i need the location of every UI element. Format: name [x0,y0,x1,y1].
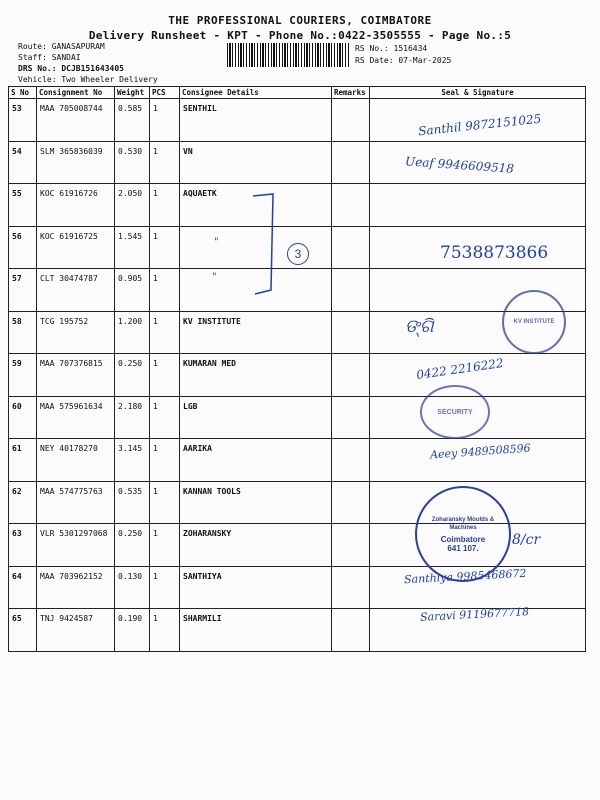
cell-consignment: MAA 703962152 [37,566,115,609]
cell-weight: 0.535 [115,481,150,524]
cell-signature [370,184,586,227]
vehicle-label: Vehicle: Two Wheeler Delivery [18,75,158,84]
cell-consignee: LGB [180,396,332,439]
company-title: THE PROFESSIONAL COURIERS, COIMBATORE [168,14,432,27]
signature-59: 0422 2216222 [415,355,505,383]
cell-remarks [332,481,370,524]
cell-weight: 1.200 [115,311,150,354]
cell-pcs: 1 [150,481,180,524]
col-header-remarks: Remarks [332,87,370,99]
cell-pcs: 1 [150,439,180,482]
cell-weight: 3.145 [115,439,150,482]
cell-sno: 59 [9,354,37,397]
cell-sno: 55 [9,184,37,227]
cell-consignee: SANTHIYA [180,566,332,609]
cell-sno: 58 [9,311,37,354]
cell-pcs: 1 [150,141,180,184]
cell-consignment: MAA 707376815 [37,354,115,397]
cell-consignment: TNJ 9424587 [37,609,115,652]
signature-61: Aeey 9489508596 [429,441,532,462]
cell-weight: 2.180 [115,396,150,439]
cell-consignee: KANNAN TOOLS [180,481,332,524]
cell-remarks [332,609,370,652]
cell-pcs: 1 [150,226,180,269]
cell-pcs: 1 [150,524,180,567]
cell-pcs: 1 [150,99,180,142]
staff-label: Staff: SANDAI [18,53,81,62]
signature-54: Ueaf 9946609518 [404,154,515,176]
cell-sno: 60 [9,396,37,439]
signature-56: 7538873866 [440,243,549,263]
cell-consignment: VLR 5301297068 [37,524,115,567]
cell-sno: 57 [9,269,37,312]
cell-remarks [332,439,370,482]
rs-number: RS No.: 1516434 [355,44,428,53]
signature-58: ଙ୍ଗି [405,316,434,337]
cell-consignment: SLM 365836039 [37,141,115,184]
cell-weight: 1.545 [115,226,150,269]
cell-remarks [332,99,370,142]
cell-weight: 0.585 [115,99,150,142]
col-header-signature: Seal & Signature [370,87,586,99]
signature-64: Santhiya 9985468672 [403,566,527,587]
cell-weight: 0.190 [115,609,150,652]
cell-consignee: SHARMILI [180,609,332,652]
cell-remarks [332,354,370,397]
cell-sno: 65 [9,609,37,652]
cell-consignee: SENTHIL [180,99,332,142]
company-seal [415,486,511,582]
cell-pcs: 1 [150,269,180,312]
drs-number: DRS No.: DCJB151643405 [18,64,124,73]
route-label: Route: GANASAPURAM [18,42,105,51]
rs-date: RS Date: 07-Mar-2025 [355,56,452,65]
cell-pcs: 1 [150,396,180,439]
cell-consignee: AQUAETK [180,184,332,227]
table-header-row [9,87,586,99]
company-stamp: KV INSTITUTE [502,290,566,354]
col-header-consignee: Consignee Details [180,87,332,99]
cell-remarks [332,524,370,567]
cell-remarks [332,311,370,354]
runsheet-subtitle: Delivery Runsheet - KPT - Phone No.:0422-3505555 - Page No.:5 [88,29,512,42]
seal-company-name: Zoharansky Moulds & Machines [431,516,495,531]
cell-weight: 0.905 [115,269,150,312]
ditto-mark: " [214,237,219,248]
table-row [9,396,586,439]
cell-consignee: KUMARAN MED [180,354,332,397]
cell-sno: 63 [9,524,37,567]
cell-consignment: TCG 195752 [37,311,115,354]
table-row [9,311,586,354]
ditto-mark: " [212,272,217,283]
cell-weight: 2.050 [115,184,150,227]
cell-weight: 0.130 [115,566,150,609]
table-row [9,269,586,312]
col-header-pcs: PCS [150,87,180,99]
cell-consignment: MAA 575961634 [37,396,115,439]
col-header-consignment: Consignment No [37,87,115,99]
signature-53: Santhil 9872151025 [417,111,542,139]
cell-consignee: VN [180,141,332,184]
cell-sno: 61 [9,439,37,482]
cell-pcs: 1 [150,354,180,397]
cell-consignee: KV INSTITUTE [180,311,332,354]
col-header-sno: S No [9,87,37,99]
cell-remarks [332,226,370,269]
cell-sno: 56 [9,226,37,269]
circled-count: 3 [287,243,309,265]
cell-remarks [332,141,370,184]
seal-pin: 641 107. [447,543,479,553]
cell-remarks [332,269,370,312]
signature-65: Saravi 9119677718 [419,605,530,624]
seal-city: Coimbatore [440,534,486,544]
cell-consignment: MAA 705008744 [37,99,115,142]
security-stamp: SECURITY [420,385,490,439]
cell-pcs: 1 [150,184,180,227]
cell-weight: 0.250 [115,524,150,567]
col-header-weight: Weight [115,87,150,99]
cell-sno: 54 [9,141,37,184]
cell-remarks [332,396,370,439]
cell-pcs: 1 [150,609,180,652]
cell-sno: 53 [9,99,37,142]
cell-weight: 0.250 [115,354,150,397]
cell-sno: 64 [9,566,37,609]
cell-consignment: NEY 40178270 [37,439,115,482]
cell-pcs: 1 [150,566,180,609]
runsheet-barcode [227,43,350,67]
cell-consignment: CLT 30474787 [37,269,115,312]
cell-consignment: KOC 61916725 [37,226,115,269]
cell-weight: 0.530 [115,141,150,184]
cell-remarks [332,184,370,227]
table-row [9,184,586,227]
cell-pcs: 1 [150,311,180,354]
cell-remarks [332,566,370,609]
signature-63: 8/cr [512,532,541,548]
cell-consignment: MAA 574775763 [37,481,115,524]
cell-sno: 62 [9,481,37,524]
grouping-bracket [245,190,285,300]
cell-consignee: AARIKA [180,439,332,482]
cell-consignment: KOC 61916726 [37,184,115,227]
cell-consignee: ZOHARANSKY [180,524,332,567]
